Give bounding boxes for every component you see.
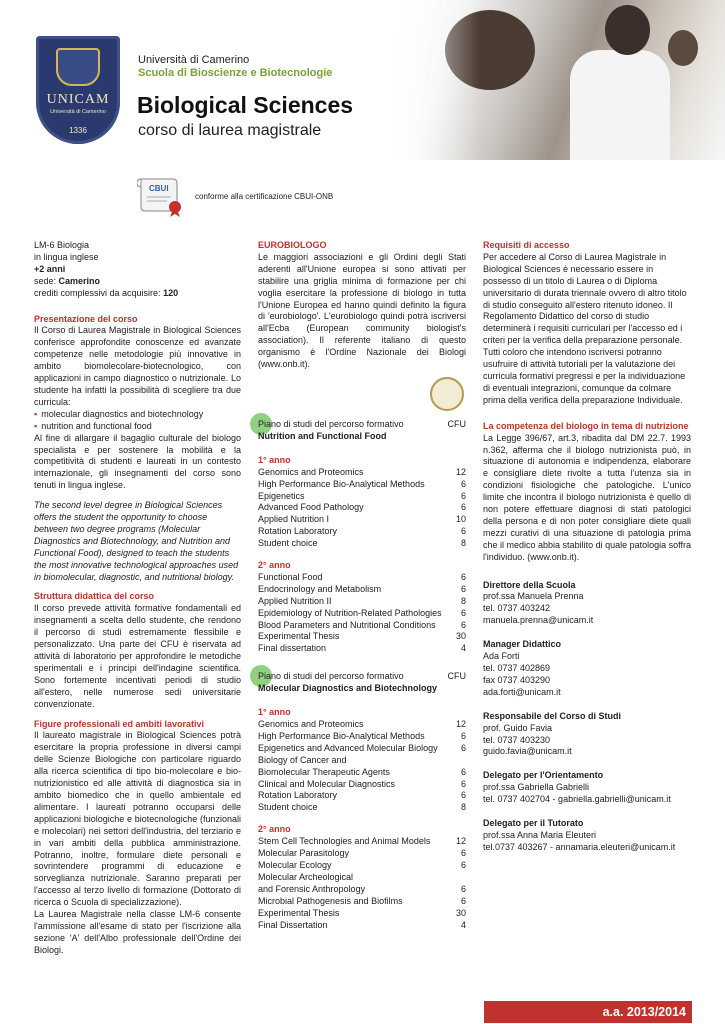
crest-icon: [56, 48, 100, 86]
course-name: Epigenetics: [258, 490, 305, 501]
table-row: [258, 743, 466, 755]
nutrition-heading: La competenza del biologo in tema di nutrizione: [483, 420, 689, 431]
academic-year-badge: a.a. 2013/2014: [484, 1001, 692, 1023]
profession-text-2: La Laurea Magistrale nella classe LM-6 consente l'ammissione all'esame di stato per l'iscrizione alla sezione 'A' dell'Albo professionale dell'Ordine dei Biologi.: [34, 909, 241, 955]
page-title: Biological Sciences: [137, 92, 354, 118]
requirements-text: Per accedere al Corso di Laurea Magistrale in Biological Sciences è necessario essere in possesso di un titolo di Laurea o di Diploma universitario di durata triennale ovvero di altro titolo di studio conseguito all'estero ritenuto idoneo. Il Regolamento Didattico del corso di studio determinerà i requisiti curriculari per l'accesso ed i criteri per la verifica della preparazione personale. Tutti coloro che intendono iscriversi potranno usufruire di attività tutoriali per la valutazione dei curricula formativi pregressi e per la individuazione di eventuali integrazioni, comunque da colmare prima della verifica della preparazione Individuale.: [483, 251, 687, 405]
course-cfu: 6: [460, 619, 466, 630]
presentation-text: Il Corso di Laurea Magistrale in Biological Sciences conferisce approfondite conoscenze ed avanzate competenze nelle metodologie più innovative in ambito biomolecolare-biotecnologico, con applicazioni in campo diagnostico o nutrizionale. Lo studente ha infatti la possibilità di scegliere tra due curricula:: [34, 325, 241, 407]
university-name: Università di Camerino: [138, 54, 250, 66]
table-row: [258, 643, 466, 655]
course-cfu: 8: [460, 595, 466, 606]
table-row: [258, 491, 466, 503]
course-name: Endocrinology and Metabolism: [258, 583, 382, 594]
course-cfu: 4: [460, 919, 466, 930]
course-cfu: 6: [460, 790, 466, 801]
column-left: [34, 240, 241, 957]
course-name: Final Dissertation: [258, 919, 328, 930]
table-row: [258, 848, 466, 860]
course-name: Genomics and Proteomics: [258, 719, 364, 729]
contact-line: ada.forti@unicam.it: [483, 686, 561, 697]
contact-line: fax 0737 403290: [483, 674, 551, 685]
course-name: High Performance Bio-Analytical Methods: [258, 730, 425, 741]
course-name: Stem Cell Technologies and Animal Models: [258, 836, 431, 847]
list-item: ▪ nutrition and functional food: [44, 421, 241, 433]
course-name: Molecular Archeological: [258, 871, 354, 882]
plan2-year1-label: 1° anno: [258, 707, 291, 718]
plan1-year2-list: [258, 572, 466, 655]
contact-role: Direttore della Scuola: [483, 579, 576, 590]
course-cfu: 4: [460, 643, 466, 654]
plan2-year2-label: 2° anno: [258, 824, 291, 835]
contact-line: prof.ssa Manuela Prenna: [483, 591, 584, 602]
table-row: [258, 908, 466, 920]
course-cfu: 12: [455, 719, 466, 729]
list-item: ▪ molecular diagnostics and biotechnology: [44, 409, 241, 421]
presentation-text-2: Al fine di allargare il bagaglio culturale del biologo specialista e per sostenere la mobilità e la competitività di studenti e laureati in un contesto internazionale, gli insegnamenti del corso sono tenuti in lingua inglese.: [34, 432, 241, 491]
course-cfu: 6: [460, 766, 466, 777]
page-subtitle: corso di laurea magistrale: [138, 122, 322, 139]
onb-seal-icon: [430, 377, 464, 411]
certification-text: conforme alla certificazione CBUI-ONB: [195, 192, 334, 201]
course-location: sede: Camerino: [34, 275, 101, 286]
course-cfu: 12: [455, 466, 466, 477]
course-name: Biology of Cancer and: [258, 754, 347, 765]
course-name: and Forensic Anthropology: [258, 883, 366, 894]
logo-year: 1336: [69, 126, 87, 135]
course-cfu: 6: [460, 730, 466, 741]
course-cfu: 6: [460, 502, 466, 513]
table-row: [258, 584, 466, 596]
structure-text: Il corso prevede attività formative fondamentali ed insegnamenti a scelta dello studente, che rendono il percorso di studi estremamente flessibile e personalizzato. Una parte dei CFU è riservata ad attività di laboratorio per approfondire le metodiche sperimentali e i principi dell'indagine scientifica. Sono fortemente incentivati periodi di studio all'estero, nelle numerose sedi universitarie convenzionate.: [34, 603, 241, 709]
course-name: Student choice: [258, 802, 318, 813]
course-cfu: 6: [460, 478, 466, 489]
table-row: [258, 802, 466, 814]
course-name: Experimental Thesis: [258, 907, 340, 918]
course-cfu: 8: [460, 802, 466, 813]
plan1-year1-list: [258, 467, 466, 550]
course-name: Epigenetics and Advanced Molecular Biology: [258, 742, 438, 753]
contact-role: Delegato per l'Orientamento: [483, 770, 604, 781]
course-name: Final dissertation: [258, 643, 327, 654]
course-name: Experimental Thesis: [258, 631, 340, 642]
contact-line: Ada Forti: [483, 651, 520, 662]
course-name: Rotation Laboratory: [258, 526, 338, 537]
contact-line: tel.0737 403267 - annamaria.eleuteri@unicam.it: [483, 841, 676, 852]
column-right: [483, 240, 691, 854]
plan2-year1-list: [258, 719, 466, 814]
profession-text: Il laureato magistrale in Biological Sciences potrà esercitare la propria professione in diversi campi delle Scienze Biologiche con particolare riguardo alla ricerca scientifica di tipo bio-molecolare e bio-nutrizionistico ed alle attività di diagnostica sia in ambito biomedico che in quello ambientale ed alimentare. I laureati potranno occuparsi delle applicazioni biologiche e biotecnologiche (funzionali e molecolari) nei settori dell'industria, del terziario e in vari ambiti della pubblica amministrazione. Potranno, inoltre, formulare diete personali e sovrintendere programmi di educazione e sorveglianza nutrizionale. Saranno preparati per l'accesso al terzo livello di formazione (Dottorato di ricerca o Scuola di specializzazione).: [34, 730, 241, 908]
course-cfu: 6: [460, 490, 466, 501]
contact-line: tel. 0737 402869: [483, 663, 551, 673]
contact-line: prof. Guido Favia: [483, 722, 553, 733]
course-name: Biomolecular Therapeutic Agents: [258, 766, 390, 777]
course-cfu: 6: [460, 883, 466, 894]
table-row: [258, 502, 466, 514]
profession-heading: Figure professionali ed ambiti lavorativi: [34, 718, 205, 729]
course-name: Blood Parameters and Nutritional Conditions: [258, 619, 436, 630]
course-name: Microbial Pathogenesis and Biofilms: [258, 895, 403, 906]
course-name: Molecular Ecology: [258, 859, 332, 870]
english-summary: The second level degree in Biological Sciences offers the student the opportunity to choose between two degree programs (Molecular Diagnostics and Biotechnology, and Nutrition and Functional Food), designed to teach the students the most innovative technological approaches used in biomolecular, diagnostic, and nutritional biology.: [34, 500, 239, 582]
course-cfu: 6: [460, 607, 466, 618]
course-name: Advanced Food Pathology: [258, 502, 364, 513]
contacts-list: [483, 580, 691, 854]
course-cfu: 30: [455, 907, 466, 918]
course-cfu: 6: [460, 859, 466, 870]
table-row: [258, 896, 466, 908]
table-row: [258, 620, 466, 632]
logo-sub: Università di Camerino: [50, 109, 106, 115]
plan2-header: Piano di studi del percorso formativo CFU: [258, 671, 466, 683]
curricula-list: [34, 409, 241, 433]
plan2-year2-list: [258, 836, 466, 931]
contact-line: tel. 0737 403230: [483, 734, 551, 745]
course-name: Functional Food: [258, 571, 323, 582]
course-name: Applied Nutrition II: [258, 595, 332, 606]
course-name: High Performance Bio-Analytical Methods: [258, 478, 425, 489]
plan2-name: Molecular Diagnostics and Biotechnology: [258, 683, 438, 694]
nutrition-text: La Legge 396/67, art.3, ribadita dal DM 22.7. 1993 n.362, afferma che il biologo nutrizionista può, in situazione di autonomia e indipendenza, elaborare e consigliare diete rivolte a tutta l'utenza sia in condizioni fisiologiche che patologiche. L'unico limite che incontra il biologo nutrizionista è quello di non potere effettuare diagnosi di stati patologici della persona e di non poter consigliare diete quali mezzi curativi di una situazione di patologia prima che il medico abbia stabilito di quale patologia soffra l'individuo. (www.onb.it).: [483, 432, 691, 562]
course-credits: crediti complessivi da acquisire: 120: [34, 287, 179, 298]
contact-line: tel. 0737 402704 - gabriella.gabrielli@unicam.it: [483, 794, 671, 805]
course-cfu: 30: [455, 631, 466, 642]
course-language: in lingua inglese: [34, 251, 99, 262]
plan1-header: Piano di studi del percorso formativo CFU: [258, 419, 466, 431]
table-row: [258, 755, 466, 767]
course-name: Applied Nutrition I: [258, 514, 330, 525]
contact-line: manuela.prenna@unicam.it: [483, 615, 594, 626]
table-row: [258, 572, 466, 584]
course-cfu: 6: [460, 526, 466, 537]
table-row: [258, 719, 466, 731]
course-class: LM-6 Biologia: [34, 240, 90, 250]
table-row: [258, 731, 466, 743]
course-cfu: 6: [460, 742, 466, 753]
course-cfu: 6: [460, 895, 466, 906]
table-row: [258, 526, 466, 538]
school-name: Scuola di Bioscienze e Biotecnologie: [138, 67, 333, 79]
table-row: [258, 467, 466, 479]
table-row: [258, 479, 466, 491]
course-cfu: 10: [455, 514, 466, 525]
course-name: Genomics and Proteomics: [258, 466, 364, 477]
table-row: [258, 514, 466, 526]
eurobiologo-text: Le maggiori associazioni e gli Ordini degli Stati aderenti all'Unione europea si sono attivati per stabilire una griglia minima di formazione per chi voglia esercitare la professione di biologo in tutta l'Unione Europea ed hanno quindi definito la figura di 'eurobiologo'. L'eurobiologo quindi potrà iscriversi all'Ecba (European community biologist's association). Il referente italiano di questo organismo è l'Ordine Nazionale dei Biologi (www.onb.it).: [258, 251, 466, 370]
table-row: [258, 920, 466, 932]
table-row: [258, 872, 466, 884]
contact-line: guido.favia@unicam.it: [483, 746, 572, 757]
contact-role: Delegato per il Tutorato: [483, 818, 584, 829]
unicam-logo: [36, 36, 120, 144]
plan1-year2-label: 2° anno: [258, 560, 291, 571]
contact-role: Responsabile del Corso di Studi: [483, 710, 622, 721]
contact-line: tel. 0737 403242: [483, 603, 551, 614]
structure-heading: Struttura didattica del corso: [34, 591, 155, 602]
table-row: [258, 631, 466, 643]
course-name: Molecular Parasitology: [258, 848, 350, 859]
course-cfu: 6: [460, 848, 466, 859]
requirements-heading: Requisiti di accesso: [483, 240, 570, 250]
table-row: [258, 790, 466, 802]
course-cfu: 6: [460, 778, 466, 789]
course-cfu: 6: [460, 583, 466, 594]
contact-role: Manager Didattico: [483, 639, 562, 650]
table-row: [258, 779, 466, 791]
course-duration: +2 anni: [34, 263, 66, 274]
table-row: [258, 538, 466, 550]
plan1-name: Nutrition and Functional Food: [258, 430, 387, 441]
course-name: Clinical and Molecular Diagnostics: [258, 778, 396, 789]
table-row: [258, 836, 466, 848]
header-photo: [390, 0, 725, 160]
column-middle: [258, 240, 466, 931]
course-cfu: 6: [460, 571, 466, 582]
course-cfu: 12: [455, 836, 466, 847]
plan1-year1-label: 1° anno: [258, 454, 291, 465]
table-row: [258, 608, 466, 620]
eurobiologo-heading: EUROBIOLOGO: [258, 240, 327, 250]
cbui-logo-text: CBUI: [149, 184, 169, 193]
course-cfu: 8: [460, 538, 466, 549]
presentation-heading: Presentazione del corso: [34, 313, 138, 324]
table-row: [258, 884, 466, 896]
contact-line: prof.ssa Gabriella Gabrielli: [483, 782, 590, 793]
logo-name: UNICAM: [46, 92, 110, 107]
course-name: Epidemiology of Nutrition-Related Pathologies: [258, 607, 442, 618]
table-row: [258, 767, 466, 779]
course-name: Rotation Laboratory: [258, 790, 338, 801]
table-row: [258, 860, 466, 872]
table-row: [258, 596, 466, 608]
cbui-certificate-icon: [137, 175, 185, 217]
contact-line: prof.ssa Anna Maria Eleuteri: [483, 829, 597, 840]
course-name: Student choice: [258, 538, 318, 549]
